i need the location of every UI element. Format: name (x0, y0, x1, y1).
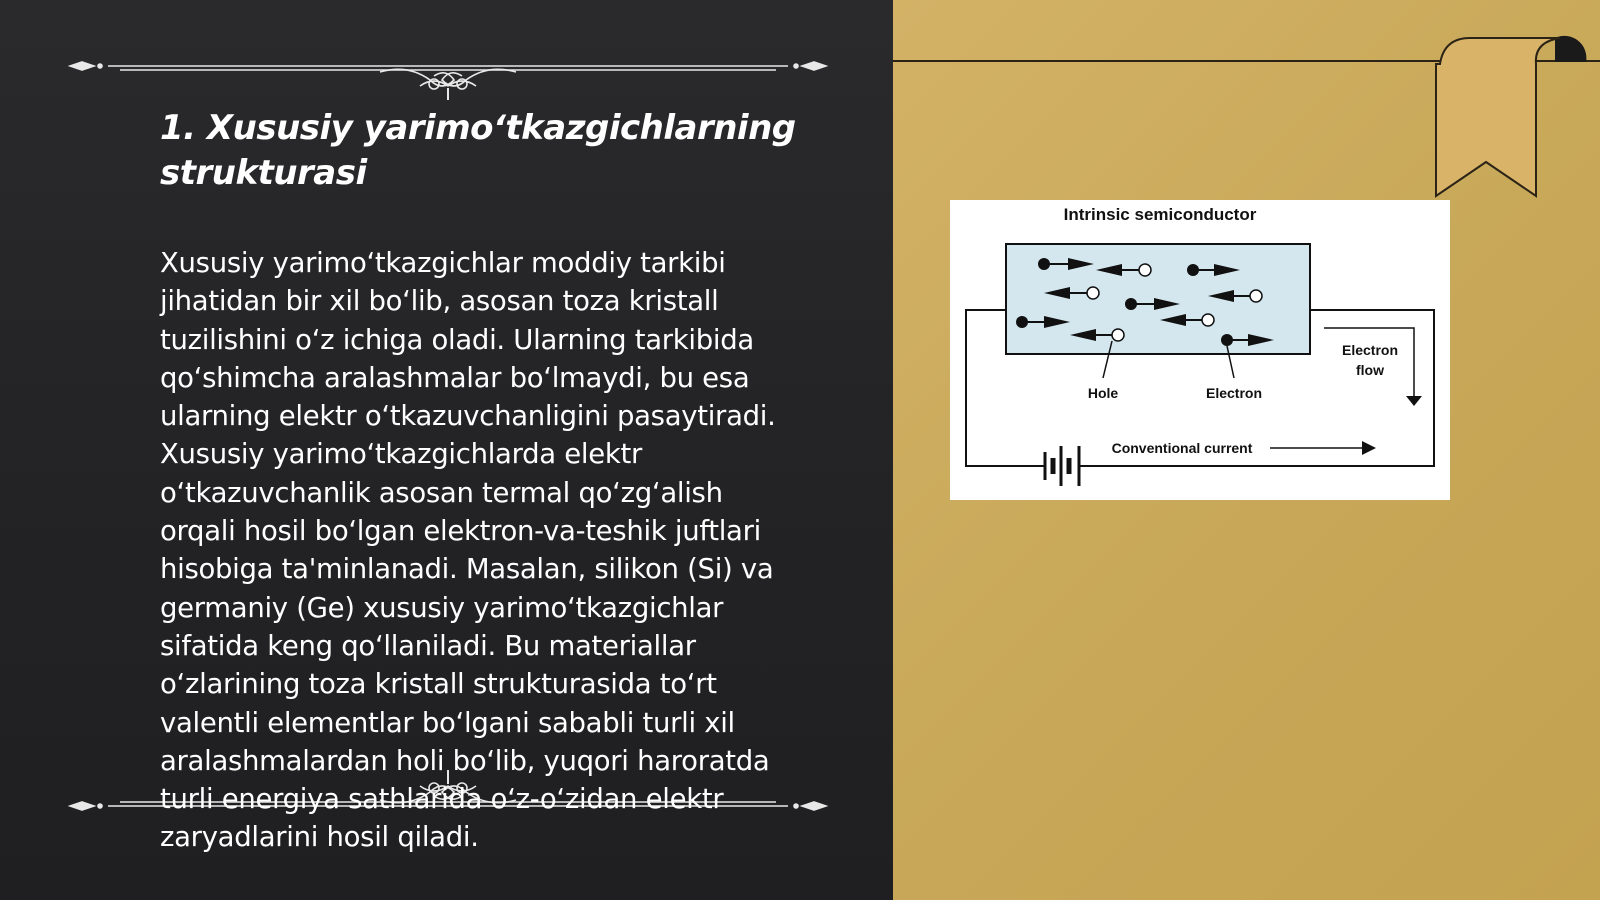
battery-icon (1045, 446, 1079, 486)
conventional-current-label: Conventional current (1111, 440, 1253, 456)
bookmark-ribbon-icon (1430, 34, 1600, 204)
slide-body-text: Xususiy yarimo‘tkazgichlar moddiy tarkibi jihatidan bir xil bo‘lib, asosan toza kristall tuzilishini o‘z ichiga oladi. Ularning tarkibida qo‘shimcha aralashmalar bo‘lmaydi, bu esa ularning elektr o‘tkazuvchanligini pasaytiradi. Xususiy yarimo‘tkazgichlarda elektr o‘tkazuvchanlik asosan termal qo‘zg‘alish orqali hosil bo‘lgan elektron-va-teshik juftlari hisobiga ta'minlanadi. Masalan, silikon (Si) va germaniy (Ge) xususiy yarimo‘tkazgichlar sifatida keng qo‘llaniladi. Bu materiallar o‘zlarining toza kristall strukturasida to‘rt valentli elementlar bo‘lgani sababli turli xil aralashmalardan holi bo‘lib, yuqori haroratda turli energiya sathlarida o‘z-o‘zidan elektr zaryadlarini hosil qiladi. (160, 247, 776, 854)
top-ornament-divider (68, 40, 828, 100)
electron-label: Electron (1205, 385, 1263, 401)
electron-flow-arrowhead (1406, 396, 1422, 406)
electron-flow-label-line2: flow (1356, 362, 1384, 378)
diagram-title: Intrinsic semiconductor (1063, 205, 1257, 224)
semiconductor-diagram-svg (950, 200, 1450, 500)
electron-flow-label-line1: Electron (1341, 342, 1399, 358)
semiconductor-diagram (950, 200, 1450, 500)
hole-label: Hole (1087, 385, 1119, 401)
slide-title: 1. Xususiy yarimo‘tkazgichlarning strukturasi (160, 108, 796, 193)
conventional-current-arrowhead (1362, 441, 1376, 455)
